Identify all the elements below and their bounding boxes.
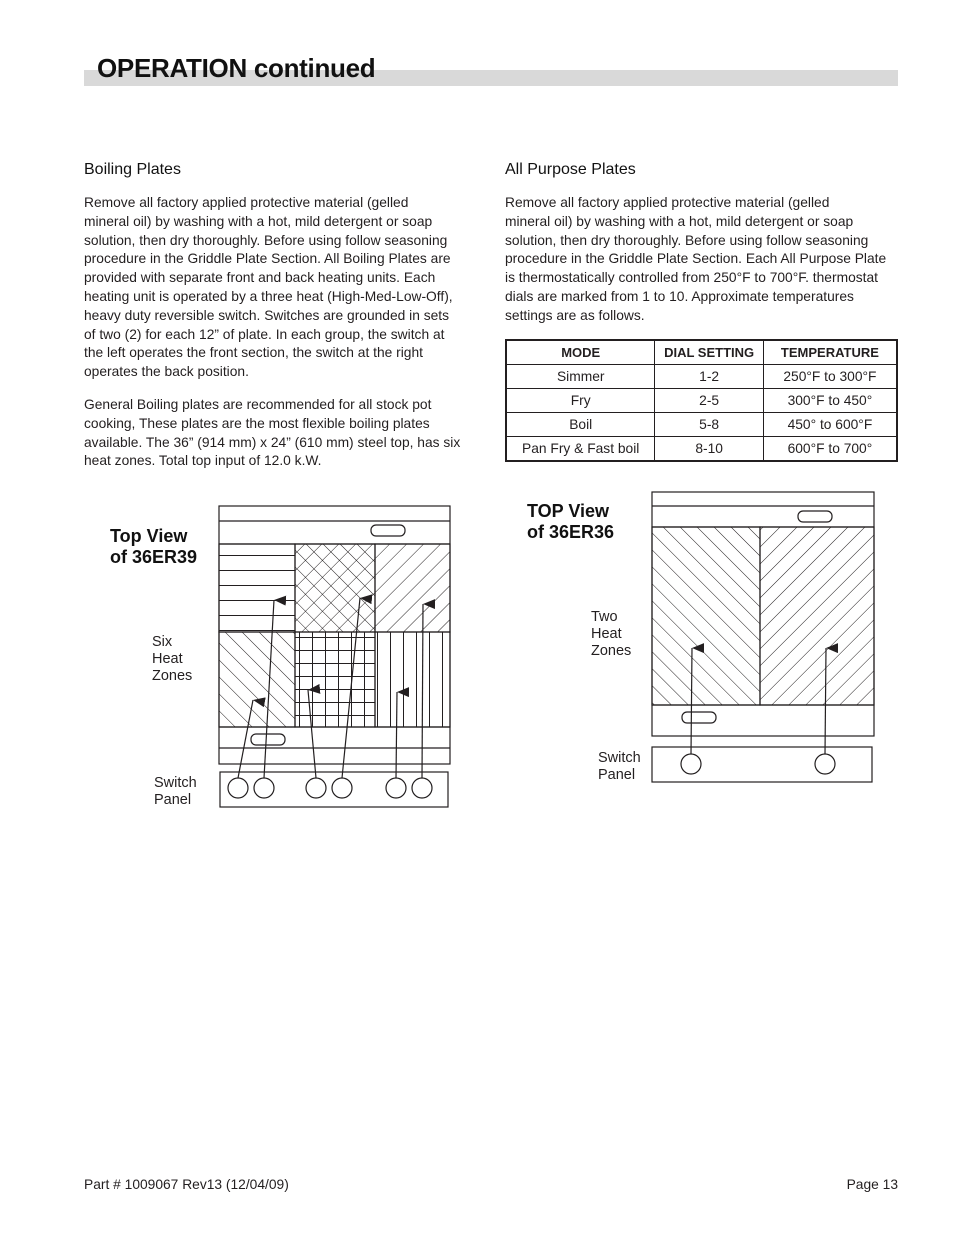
label-line: Zones bbox=[591, 643, 632, 659]
page-number: Page 13 bbox=[846, 1177, 898, 1192]
text-line: heavy duty reversible switch. Switches are grounded in sets bbox=[84, 307, 450, 323]
diagram-title-line: TOP View bbox=[527, 501, 610, 521]
label-line: Switch bbox=[154, 775, 197, 791]
switch-knob bbox=[228, 778, 248, 798]
table-cell: Boil bbox=[506, 413, 655, 437]
switch-knob bbox=[412, 778, 432, 798]
table-cell: 300°F to 450° bbox=[763, 389, 897, 413]
heat-zone-back-center bbox=[295, 544, 375, 632]
label-line: Heat bbox=[152, 651, 183, 667]
text-line: solution, then dry thoroughly. Before using follow seasoning bbox=[505, 232, 869, 248]
text-line: mineral oil) by washing with a hot, mild detergent or soap bbox=[505, 213, 854, 229]
switch-knob bbox=[332, 778, 352, 798]
switch-knob bbox=[254, 778, 274, 798]
text-line: Remove all factory applied protective material (gelled bbox=[84, 195, 409, 210]
text-line: General Boiling plates are recommended for all stock pot bbox=[84, 397, 432, 412]
label-line: Zones bbox=[152, 668, 193, 684]
table-cell: Simmer bbox=[506, 365, 655, 389]
table-header-cell: MODE bbox=[506, 340, 655, 365]
heat-zone-back-left bbox=[219, 544, 295, 632]
diagram-title-line: of 36ER36 bbox=[527, 522, 615, 542]
table-cell: Pan Fry & Fast boil bbox=[506, 437, 655, 462]
part-number: Part # 1009067 Rev13 (12/04/09) bbox=[84, 1177, 289, 1192]
page-title: OPERATION continued bbox=[97, 53, 376, 83]
label-line: Heat bbox=[591, 626, 622, 642]
text-line: procedure in the Griddle Plate Section. Each All Purpose Plate bbox=[505, 251, 887, 267]
heat-zone-right bbox=[760, 527, 874, 705]
text-line: solution, then dry thoroughly. Before using follow seasoning bbox=[84, 232, 448, 248]
text-line: heating unit is operated by a three heat (High-Med-Low-Off), bbox=[84, 288, 453, 304]
back-handle bbox=[371, 525, 405, 536]
text-line: of two (2) for each 12” of plate. In each group, the switch at bbox=[84, 326, 445, 342]
text-line: cooking, These plates are the most flexible boiling plates bbox=[84, 415, 430, 431]
diagram-title-line: Top View bbox=[110, 526, 188, 546]
label-line: Panel bbox=[154, 792, 192, 808]
text-line: provided with separate front and back heating units. Each bbox=[84, 270, 436, 286]
table-cell: 2-5 bbox=[655, 389, 763, 413]
label-line: Switch bbox=[598, 750, 641, 766]
diagram-title-line: of 36ER39 bbox=[110, 547, 198, 567]
text-line: procedure in the Griddle Plate Section. All Boiling Plates are bbox=[84, 251, 451, 267]
text-line: heat zones. Total top input of 12.0 k.W. bbox=[84, 453, 322, 469]
front-handle bbox=[251, 734, 285, 745]
boiling-plates-heading: Boiling Plates bbox=[84, 161, 181, 178]
heat-zone-front-center bbox=[295, 632, 375, 727]
diagram-36er36 bbox=[652, 492, 874, 782]
text-line: the left operates the front section, the switch at the right bbox=[84, 345, 423, 361]
heat-zone-front-right bbox=[375, 632, 450, 727]
table-cell: 450° to 600°F bbox=[763, 413, 897, 437]
text-line: dials are marked from 1 to 10. Approximate temperatures bbox=[505, 288, 854, 304]
table-header-cell: DIAL SETTING bbox=[655, 340, 763, 365]
table-cell: 8-10 bbox=[655, 437, 763, 462]
switch-knob bbox=[681, 754, 701, 774]
text-line: is thermostatically controlled from 250°F to 700°F. thermostat bbox=[505, 270, 878, 286]
heat-zone-front-left bbox=[219, 632, 295, 727]
switch-knob bbox=[386, 778, 406, 798]
diagram-36er39 bbox=[219, 506, 450, 807]
table-cell: 600°F to 700° bbox=[763, 437, 897, 462]
back-handle bbox=[798, 511, 832, 522]
switch-knob bbox=[306, 778, 326, 798]
all-purpose-plates-heading: All Purpose Plates bbox=[505, 161, 636, 178]
label-line: Six bbox=[152, 634, 173, 650]
label-line: Panel bbox=[598, 767, 636, 783]
text-line: mineral oil) by washing with a hot, mild detergent or soap bbox=[84, 213, 433, 229]
table-cell: Fry bbox=[506, 389, 655, 413]
heat-zone-back-right bbox=[375, 544, 450, 632]
table-header-cell: TEMPERATURE bbox=[763, 340, 897, 365]
text-line: available. The 36” (914 mm) x 24” (610 mm) steel top, has six bbox=[84, 434, 461, 450]
text-line: Remove all factory applied protective material (gelled bbox=[505, 195, 830, 210]
text-line: operates the back position. bbox=[84, 364, 249, 380]
front-handle bbox=[682, 712, 716, 723]
switch-knob bbox=[815, 754, 835, 774]
table-cell: 5-8 bbox=[655, 413, 763, 437]
table-cell: 1-2 bbox=[655, 365, 763, 389]
heat-zone-left bbox=[652, 527, 760, 705]
text-line: settings are as follows. bbox=[505, 307, 645, 323]
table-cell: 250°F to 300°F bbox=[763, 365, 897, 389]
label-line: Two bbox=[591, 609, 618, 625]
